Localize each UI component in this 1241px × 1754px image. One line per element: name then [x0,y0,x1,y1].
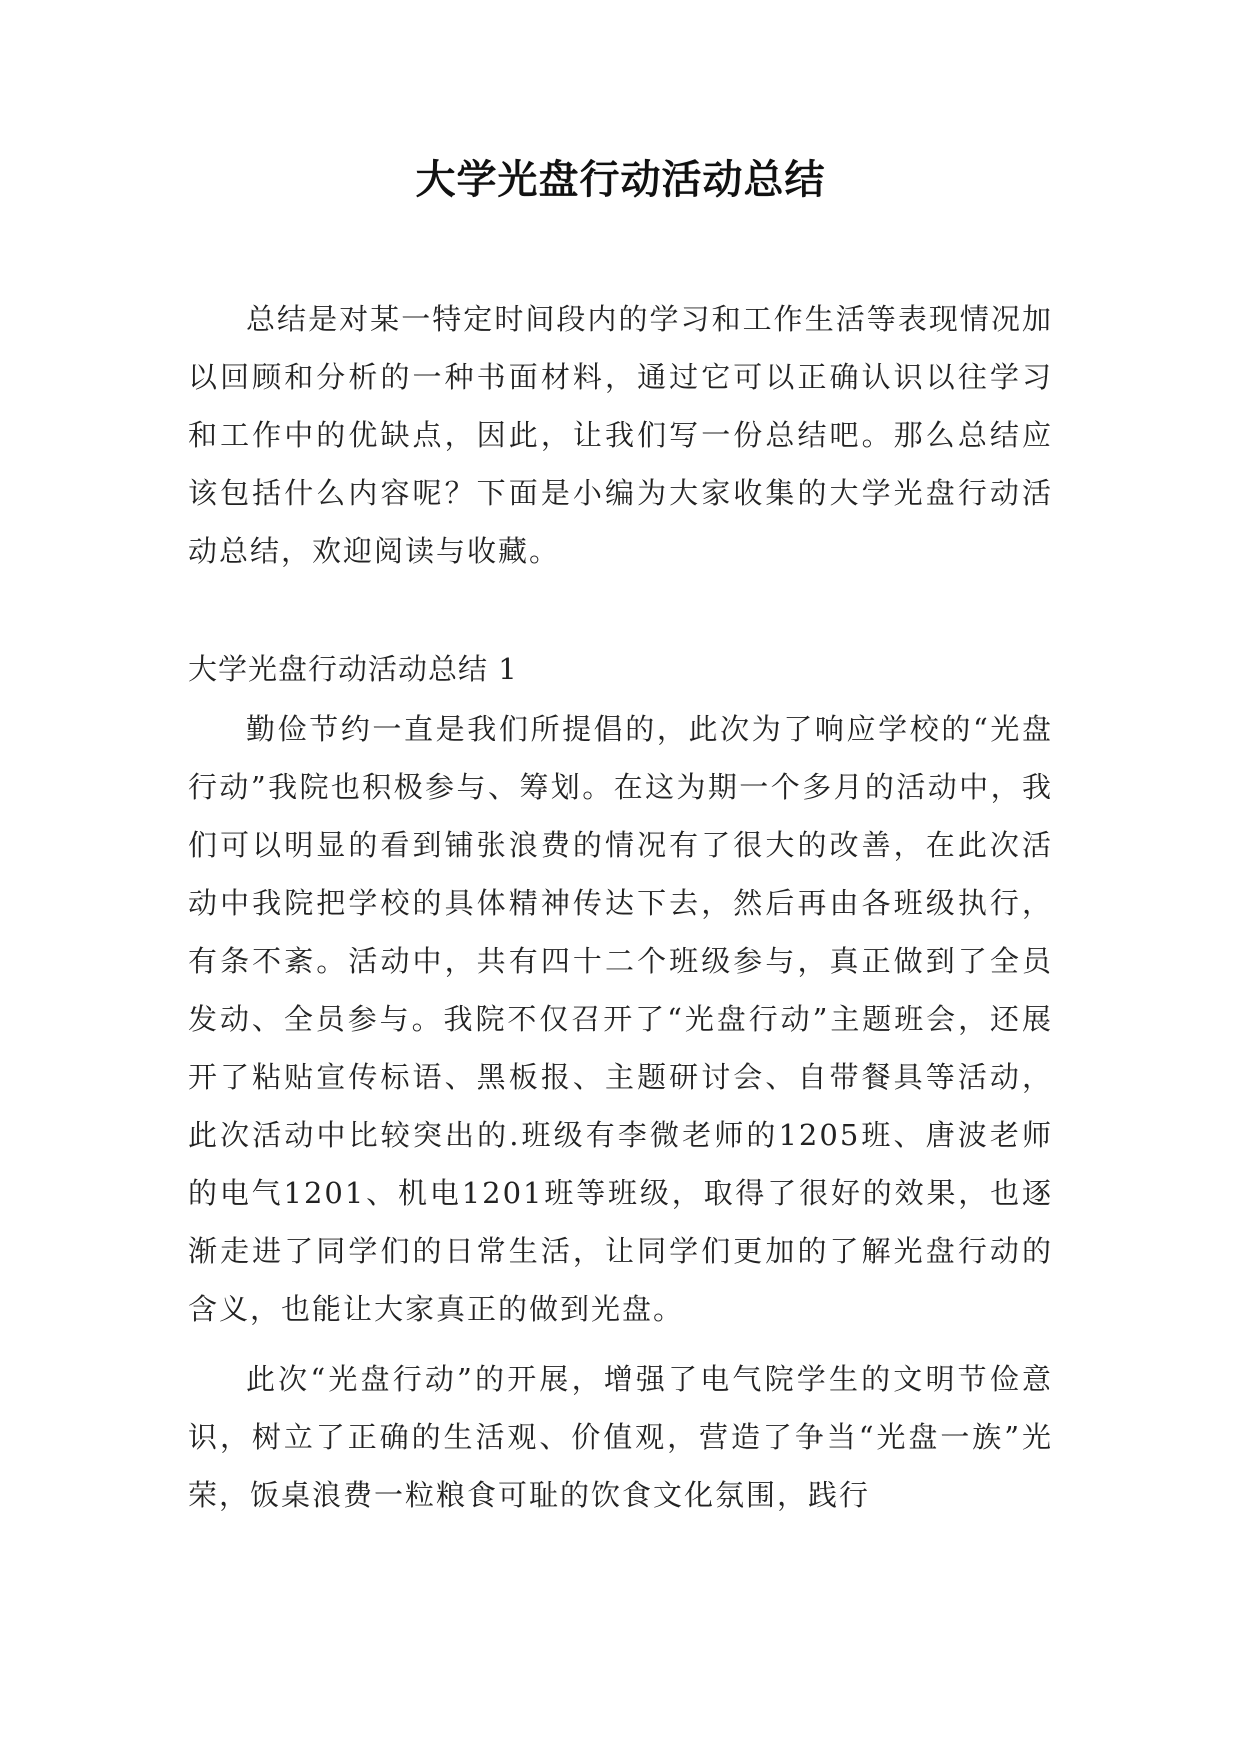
section-heading: 大学光盘行动活动总结 1 [188,652,518,686]
intro-block [188,290,1053,580]
document-title: 大学光盘行动活动总结 [415,157,826,203]
section-body [188,700,1053,1524]
body-paragraph-2: 此次“光盘行动”的开展，增强了电气院学生的文明节俭意识，树立了正确的生活观、价值观，营造了争当“光盘一族”光荣，饭桌浪费一粒粮食可耻的饮食文化氛围，践行 [188,1362,1053,1512]
body-paragraph-1: 勤俭节约一直是我们所提倡的，此次为了响应学校的“光盘行动”我院也积极参与、筹划。在这为期一个多月的活动中，我们可以明显的看到铺张浪费的情况有了很大的改善，在此次活动中我院把学校的具体精神传达下去，然后再由各班级执行，有条不紊。活动中，共有四十二个班级参与，真正做到了全员发动、全员参与。我院不仅召开了“光盘行动”主题班会，还展开了粘贴宣传标语、黑板报、主题研讨会、自带餐具等活动，此次活动中比较突出的.班级有李微老师的1205班、唐波老师的电气1201、机电1201班等班级，取得了很好的效果，也逐渐走进了同学们的日常生活，让同学们更加的了解光盘行动的含义，也能让大家真正的做到光盘。 [188,712,1053,1326]
intro-paragraph: 总结是对某一特定时间段内的学习和工作生活等表现情况加以回顾和分析的一种书面材料，通过它可以正确认识以往学习和工作中的优缺点，因此，让我们写一份总结吧。那么总结应该包括什么内容呢？下面是小编为大家收集的大学光盘行动活动总结，欢迎阅读与收藏。 [188,302,1053,568]
